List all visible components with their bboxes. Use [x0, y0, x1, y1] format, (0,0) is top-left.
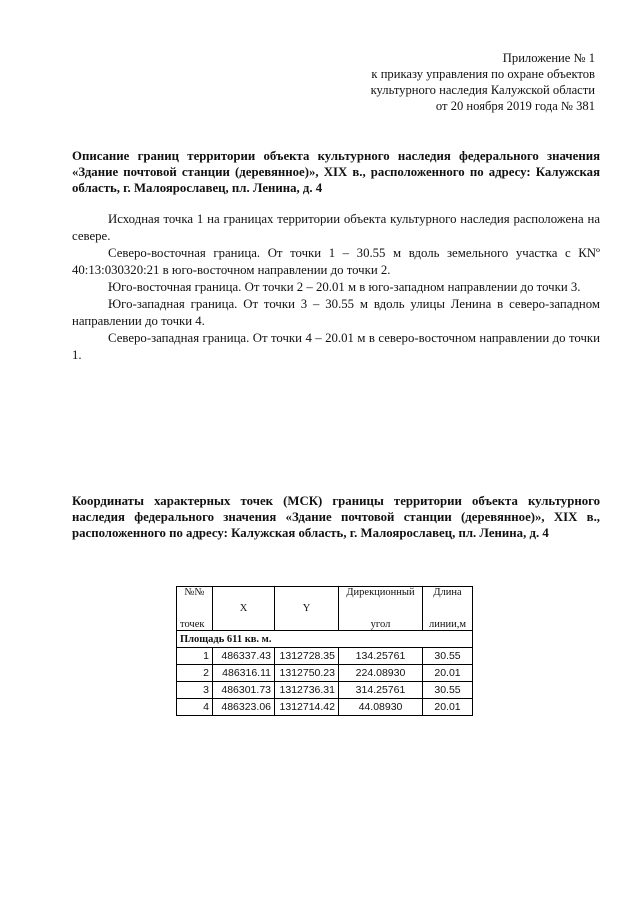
- appendix-line-1: Приложение № 1: [502, 51, 595, 65]
- appendix-line-3: культурного наследия Калужской области: [370, 83, 595, 97]
- table-header-row: [177, 587, 473, 631]
- direction-angle: 314.25761: [339, 682, 423, 699]
- appendix-header: [371, 50, 595, 114]
- paragraph: Юго-восточная граница. От точки 2 – 20.01 м в юго-западном направлении до точки 3.: [108, 280, 581, 294]
- header-direction: [339, 587, 423, 631]
- coordinates-title: Координаты характерных точек (МСК) границы территории объекта культурного наследия федерального значения «Здание почтовой станции (деревянное)», XIX в., расположенного по адресу: Калужская область, г. Малоярославец, пл. Ленина, д. 4: [72, 494, 600, 540]
- point-number: 2: [177, 665, 213, 682]
- table-row: [177, 699, 473, 716]
- direction-angle: 44.08930: [339, 699, 423, 716]
- coordinates-table: [176, 586, 473, 716]
- table-row: [177, 682, 473, 699]
- boundary-description: [72, 211, 600, 364]
- area-label: Площадь 611 кв. м.: [177, 631, 473, 648]
- paragraph: Юго-западная граница. От точки 3 – 30.55 м вдоль улицы Ленина в северо-западном направлении до точки 4.: [72, 297, 600, 328]
- area-row: [177, 631, 473, 648]
- line-length: 30.55: [423, 682, 473, 699]
- direction-angle: 224.08930: [339, 665, 423, 682]
- coord-x: 486337.43: [213, 648, 275, 665]
- coord-x: 486316.11: [213, 665, 275, 682]
- header-number-top: №№: [184, 587, 205, 598]
- header-direction-bottom: угол: [370, 619, 391, 630]
- header-number: [177, 587, 213, 631]
- coord-y: 1312736.31: [275, 682, 339, 699]
- appendix-line-2: к приказу управления по охране объектов: [371, 67, 595, 81]
- description-title: Описание границ территории объекта культурного наследия федерального значения «Здание почтовой станции (деревянное)», XIX в., расположенного по адресу: Калужская область, г. Малоярославец, пл. Ленина, д. 4: [72, 149, 600, 195]
- point-number: 3: [177, 682, 213, 699]
- point-number: 1: [177, 648, 213, 665]
- header-length-bottom: линии,м: [429, 619, 466, 630]
- header-length-top: Длина: [433, 587, 462, 598]
- header-direction-top: Дирекционный: [346, 587, 415, 598]
- appendix-line-4: от 20 ноября 2019 года № 381: [435, 99, 595, 113]
- coord-x: 486301.73: [213, 682, 275, 699]
- table-row: [177, 648, 473, 665]
- point-number: 4: [177, 699, 213, 716]
- header-x: X: [213, 587, 275, 631]
- header-length: [423, 587, 473, 631]
- header-y: Y: [275, 587, 339, 631]
- direction-angle: 134.25761: [339, 648, 423, 665]
- paragraph: Исходная точка 1 на границах территории объекта культурного наследия расположена на севере.: [72, 212, 600, 243]
- coord-y: 1312750.23: [275, 665, 339, 682]
- coord-y: 1312728.35: [275, 648, 339, 665]
- coord-y: 1312714.42: [275, 699, 339, 716]
- line-length: 30.55: [423, 648, 473, 665]
- line-length: 20.01: [423, 699, 473, 716]
- table-row: [177, 665, 473, 682]
- coord-x: 486323.06: [213, 699, 275, 716]
- header-number-bottom: точек: [180, 619, 205, 630]
- line-length: 20.01: [423, 665, 473, 682]
- paragraph: Северо-восточная граница. От точки 1 – 30.55 м вдоль земельного участка с КNº 40:13:030320:21 в юго-восточном направлении до точки 2.: [72, 246, 600, 277]
- paragraph: Северо-западная граница. От точки 4 – 20.01 м в северо-восточном направлении до точки 1.: [72, 331, 600, 362]
